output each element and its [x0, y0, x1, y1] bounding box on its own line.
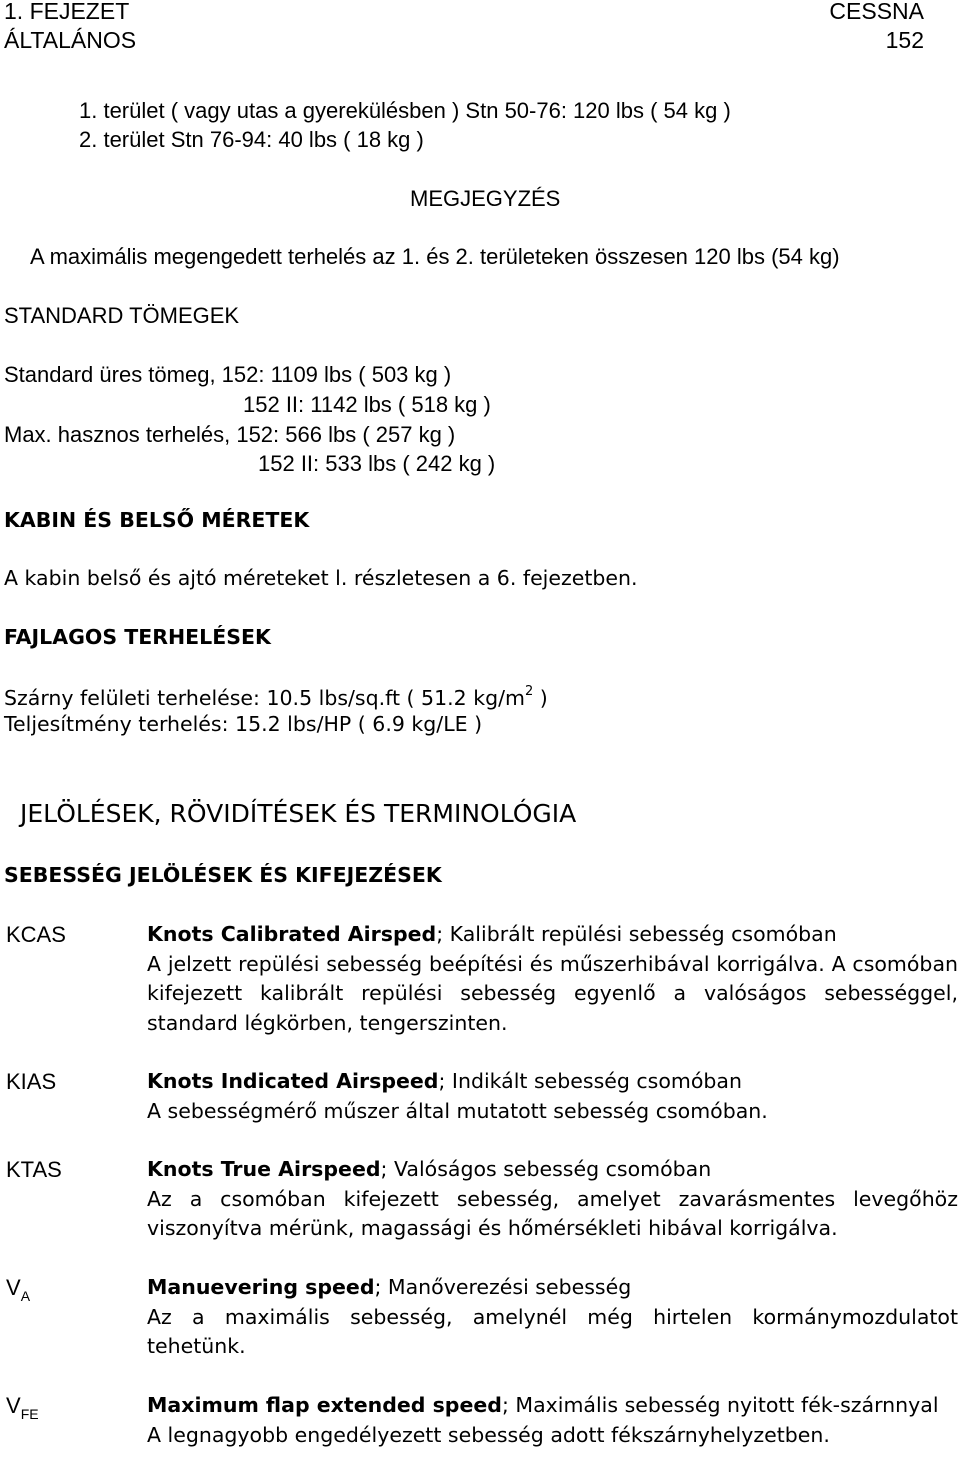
term-name-kias: Knots Indicated Airspeed [147, 1069, 439, 1093]
wing-loading [4, 685, 548, 709]
payload-152ii: 152 II: 533 lbs ( 242 kg ) [258, 451, 496, 476]
empty-weight-152: Standard üres tömeg, 152: 1109 lbs ( 503 kg ) [4, 362, 452, 387]
note-title: MEGJEGYZÉS [410, 186, 561, 211]
note-text: A maximális megengedett terhelés az 1. és 2. területeken összesen 120 lbs (54 kg) [30, 244, 840, 269]
term-name-vfe: Maximum flap extended speed [147, 1393, 502, 1417]
term-name-kcas: Knots Calibrated Airsped [147, 922, 437, 946]
term-def-kcas [147, 920, 958, 1038]
empty-weight-152ii: 152 II: 1142 lbs ( 518 kg ) [243, 392, 491, 417]
term-label-va-main: V [6, 1275, 21, 1300]
term-label-kcas: KCAS [6, 922, 66, 947]
speed-heading: SEBESSÉG JELÖLÉSEK ÉS KIFEJEZÉSEK [4, 863, 442, 887]
term-label-ktas: KTAS [6, 1157, 62, 1182]
wing-loading-main: Szárny felületi terhelése: 10.5 lbs/sq.ft ( 51.2 kg/m [4, 686, 525, 710]
term-def-kias [147, 1067, 958, 1126]
wing-loading-exponent: 2 [524, 684, 534, 699]
term-label-vfe-sub: FE [20, 1406, 39, 1422]
term-desc-ktas: Az a csomóban kifejezett sebesség, amelyet zavarásmentes levegőhöz viszonyítva mérünk, magassági és hőmérsékleti hibával korrigálva. [147, 1186, 958, 1240]
wing-loading-end: ) [533, 686, 548, 710]
term-label-va [6, 1277, 30, 1303]
term-short-kcas: ; Kalibrált repülési sebesség csomóban [436, 922, 837, 946]
term-def-va [147, 1273, 958, 1362]
term-label-vfe-main: V [6, 1393, 21, 1418]
standard-weights-heading: STANDARD TÖMEGEK [4, 303, 240, 328]
term-def-ktas [147, 1155, 958, 1244]
term-short-va: ; Manőverezési sebesség [374, 1275, 632, 1299]
term-label-kias: KIAS [6, 1069, 57, 1094]
term-label-va-sub: A [20, 1288, 31, 1304]
term-desc-va: Az a maximális sebesség, amelynél még hirtelen kormánymozdulatot tehetünk. [147, 1304, 958, 1358]
term-short-ktas: ; Valóságos sebesség csomóban [380, 1157, 712, 1181]
specific-loads-heading: FAJLAGOS TERHELÉSEK [4, 625, 271, 649]
term-desc-kcas: A jelzett repülési sebesség beépítési és műszerhibával korrigálva. A csomóban kifejezett kalibrált repülési sebesség egyenlő a valóságos sebességgel, standard légkörben, tengerszinten. [147, 951, 958, 1035]
cabin-text: A kabin belső és ajtó méreteket l. részletesen a 6. fejezetben. [4, 566, 638, 590]
term-desc-kias: A sebességmérő műszer által mutatott sebesség csomóban. [147, 1098, 768, 1123]
term-name-va: Manuevering speed [147, 1275, 375, 1299]
cargo-item-1: 1. terület ( vagy utas a gyerekülésben ) Stn 50-76: 120 lbs ( 54 kg ) [79, 98, 731, 123]
model-label: 152 [885, 27, 924, 53]
cargo-item-2: 2. terület Stn 76-94: 40 lbs ( 18 kg ) [79, 127, 424, 152]
section-label: ÁLTALÁNOS [4, 27, 137, 53]
terminology-title: JELÖLÉSEK, RÖVIDÍTÉSEK ÉS TERMINOLÓGIA [20, 799, 577, 828]
power-loading: Teljesítmény terhelés: 15.2 lbs/HP ( 6.9 kg/LE ) [4, 712, 483, 736]
cabin-heading: KABIN ÉS BELSŐ MÉRETEK [4, 508, 310, 532]
chapter-label: 1. FEJEZET [4, 0, 130, 24]
term-short-vfe: ; Maximális sebesség nyitott fék-szárnnyal [501, 1393, 939, 1417]
term-def-vfe [147, 1391, 958, 1450]
term-desc-vfe: A legnagyobb engedélyezett sebesség adott fékszárnyhelyzetben. [147, 1422, 830, 1447]
payload-152: Max. hasznos terhelés, 152: 566 lbs ( 257 kg ) [4, 422, 456, 447]
brand-label: CESSNA [829, 0, 924, 24]
term-label-vfe [6, 1395, 39, 1421]
term-name-ktas: Knots True Airspeed [147, 1157, 381, 1181]
term-short-kias: ; Indikált sebesség csomóban [438, 1069, 742, 1093]
